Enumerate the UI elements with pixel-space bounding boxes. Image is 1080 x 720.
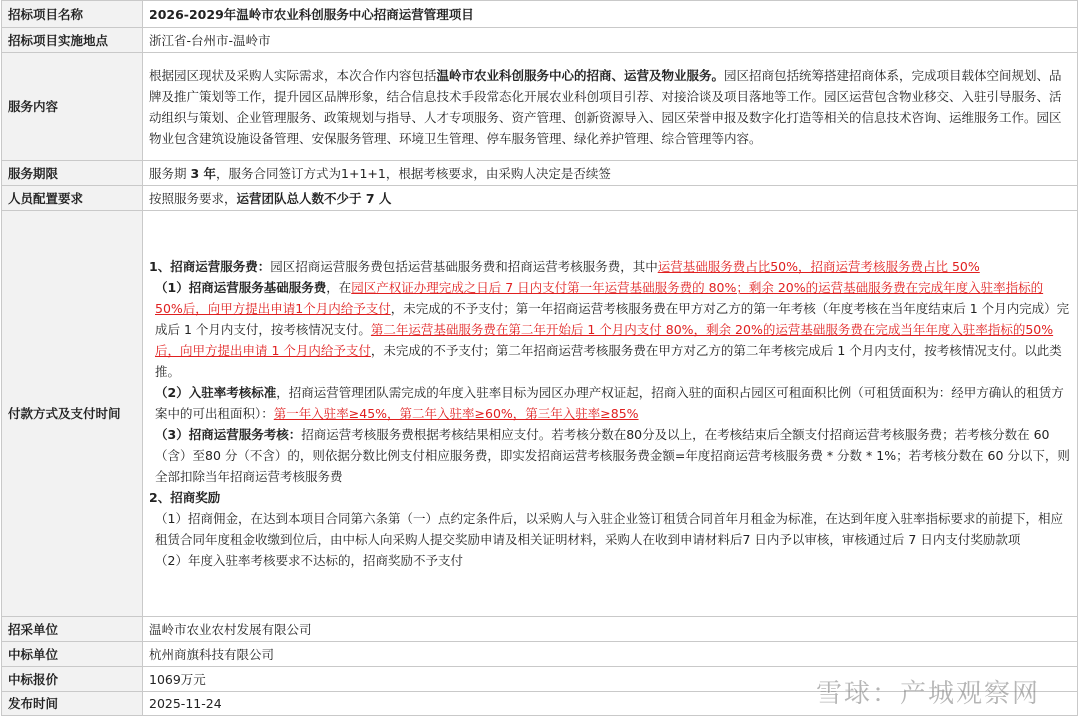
label-buyer: 招采单位	[2, 617, 143, 642]
label-winner: 中标单位	[2, 642, 143, 667]
staff-text-1: 按照服务要求，	[149, 190, 237, 206]
staff-text-bold: 运营团队总人数不少于 7 人	[236, 190, 392, 206]
label-price: 中标报价	[2, 667, 143, 692]
value-period	[143, 161, 1078, 186]
payment-s1-red: 运营基础服务费占比50%，招商运营考核服务费占比 50%	[657, 259, 980, 274]
value-payment	[143, 211, 1078, 617]
row-payment	[2, 211, 1078, 617]
payment-p3-head: （3）招商运营服务考核：	[155, 427, 302, 442]
payment-p2-red: 第一年入驻率≥45%，第二年入驻率≥60%，第三年入驻率≥85%	[273, 406, 639, 421]
payment-section-1	[149, 256, 1071, 277]
row-project-name	[2, 1, 1078, 28]
label-project-name: 招标项目名称	[2, 1, 143, 28]
payment-p2-a: ，招商运营管理团队需完成的年度入驻率目标为园区办理产权证起，招商入驻的面积占园区可租面积比例（可租赁面积为：经甲方确认的租赁方案中的可出租面积）：	[155, 385, 1064, 421]
payment-para-3	[149, 424, 1071, 487]
payment-p1-red1: 园区产权证办理完成之日后 7 日内支付第一年运营基础服务费的 80%；剩余 20%的运营基础服务费在完成年度入驻率指标的 50%后，向甲方提出申请1个月内给予支付	[155, 280, 1044, 316]
payment-p3-a: 招商运营考核服务费根据考核结果相应支付。若考核分数在80分及以上，在考核结束后全额支付招商运营考核服务费；若考核分数在 60（含）至80 分（不含）的，则依据分数比例支付相应服务费，即实发招商运营考核服务费金额=年度招商运营考核服务费 * 分数 * 1%；若考核分数在 60 分以下，则全部扣除当年招商运营考核服务费	[155, 427, 1070, 484]
value-winner: 杭州商旗科技有限公司	[143, 642, 1078, 667]
content-text-bold: 温岭市农业科创服务中心的招商、运营及物业服务。	[436, 67, 725, 83]
watermark-logo: 雪球：产城观察网	[815, 679, 1040, 709]
period-text-2: ，服务合同签订方式为1+1+1，根据考核要求，由采购人决定是否续签	[216, 165, 611, 181]
label-location: 招标项目实施地点	[2, 28, 143, 53]
value-buyer: 温岭市农业农村发展有限公司	[143, 617, 1078, 642]
value-location: 浙江省-台州市-温岭市	[143, 28, 1078, 53]
payment-p1-a: ，在	[326, 280, 352, 295]
payment-s1-head: 1、招商运营服务费：	[149, 259, 271, 274]
row-location	[2, 28, 1078, 53]
row-staff	[2, 186, 1078, 211]
value-content	[143, 53, 1078, 161]
label-content: 服务内容	[2, 53, 143, 161]
payment-reward-2: （2）年度入驻率考核要求不达标的，招商奖励不予支付	[155, 553, 463, 568]
tender-info-table	[1, 0, 1078, 716]
label-date: 发布时间	[2, 692, 143, 716]
value-price: 1069万元	[143, 667, 1078, 692]
label-staff: 人员配置要求	[2, 186, 143, 211]
label-period: 服务期限	[2, 161, 143, 186]
payment-section-2-head: 2、招商奖励	[149, 490, 221, 505]
period-text-1: 服务期	[149, 165, 191, 181]
payment-para-2	[149, 382, 1071, 424]
payment-p1-head: （1）招商运营服务基础服务费	[155, 280, 327, 295]
value-project-name: 2026-2029年温岭市农业科创服务中心招商运营管理项目	[143, 1, 1078, 28]
value-date: 2025-11-24	[143, 692, 1078, 716]
row-period	[2, 161, 1078, 186]
payment-p2-head: （2）入驻率考核标准	[155, 385, 277, 400]
label-payment: 付款方式及支付时间	[2, 211, 143, 617]
row-winner	[2, 642, 1078, 667]
value-staff	[143, 186, 1078, 211]
period-years: 3 年	[190, 165, 217, 181]
payment-reward-1: （1）招商佣金，在达到本项目合同第六条第（一）点约定条件后，以采购人与入驻企业签订租赁合同首年月租金为标准，在达到年度入驻率指标要求的前提下，相应租赁合同年度租金收缴到位后，由中标人向采购人提交奖励申请及相关证明材料，采购人在收到申请材料后7 日内予以审核，审核通过后 7 日内支付奖励款项	[155, 511, 1063, 547]
payment-para-1	[149, 277, 1071, 382]
content-text-2: 园区招商包括统筹搭建招商体系，完成项目载体空间规划、品牌及推广策划等工作，提升园区品牌形象，结合信息技术手段常态化开展农业科创项目引荐、对接洽谈及项目落地等工作。园区运营包含物业移交、入驻引导服务、活动组织与策划、企业管理服务、政策规划与指导、人才专项服务、资产管理、创新资源导入、园区荣誉申报及数字化打造等相关的信息技术咨询、运维服务工作。园区物业包含建筑设施设备管理、安保服务管理、环境卫生管理、停车服务管理、绿化养护管理、综合管理等内容。	[149, 67, 1062, 146]
payment-p1-c: ，未完成的不予支付；第二年招商运营考核服务费在甲方对乙方的第二年考核完成后 1 个月内支付，按考核情况支付。以此类推。	[155, 343, 1062, 379]
row-buyer	[2, 617, 1078, 642]
payment-p1-red2: 第二年运营基础服务费在第二年开始后 1 个月内支付 80%，剩余 20%的运营基础服务费在完成当年年度入驻率指标的50%后，向甲方提出申请 1 个月内给予支付	[155, 322, 1054, 358]
payment-p1-b: ，未完成的不予支付；第一年招商运营考核服务费在甲方对乙方的第一年考核（年度考核在当年度结束后 1 个月内完成）完成后 1 个月内支付，按考核情况支付。	[155, 301, 1070, 337]
row-content	[2, 53, 1078, 161]
content-text-1: 根据园区现状及采购人实际需求，本次合作内容包括	[149, 67, 437, 83]
payment-s1-text: 园区招商运营服务费包括运营基础服务费和招商运营考核服务费，其中	[270, 259, 658, 274]
